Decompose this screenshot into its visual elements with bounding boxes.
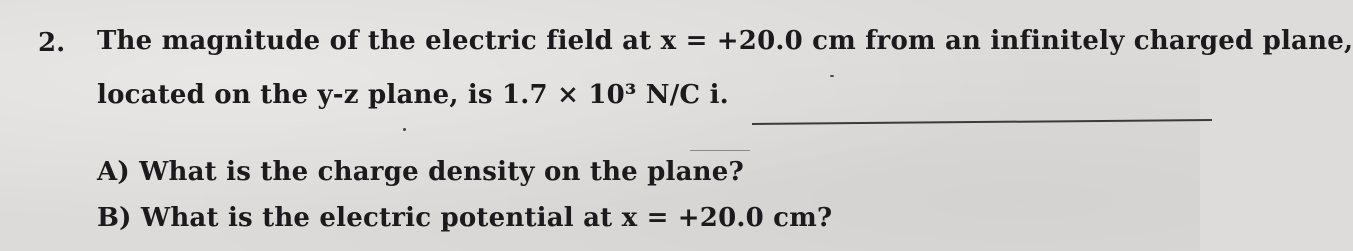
part-a-question: A) What is the charge density on the plane? xyxy=(97,157,744,187)
part-b-question: B) What is the electric potential at x = +20.0 cm? xyxy=(97,203,833,233)
question-line-1: The magnitude of the electric field at x = +20.0 cm from an infinitely charged plane, xyxy=(97,26,1353,56)
divider-line xyxy=(752,119,1212,125)
paper-speck xyxy=(830,75,834,77)
paper-speck xyxy=(403,128,406,131)
divider-line-short xyxy=(690,150,750,151)
question-number: 2. xyxy=(38,28,66,58)
question-line-2: located on the y-z plane, is 1.7 × 10³ N/C i. xyxy=(97,80,729,110)
